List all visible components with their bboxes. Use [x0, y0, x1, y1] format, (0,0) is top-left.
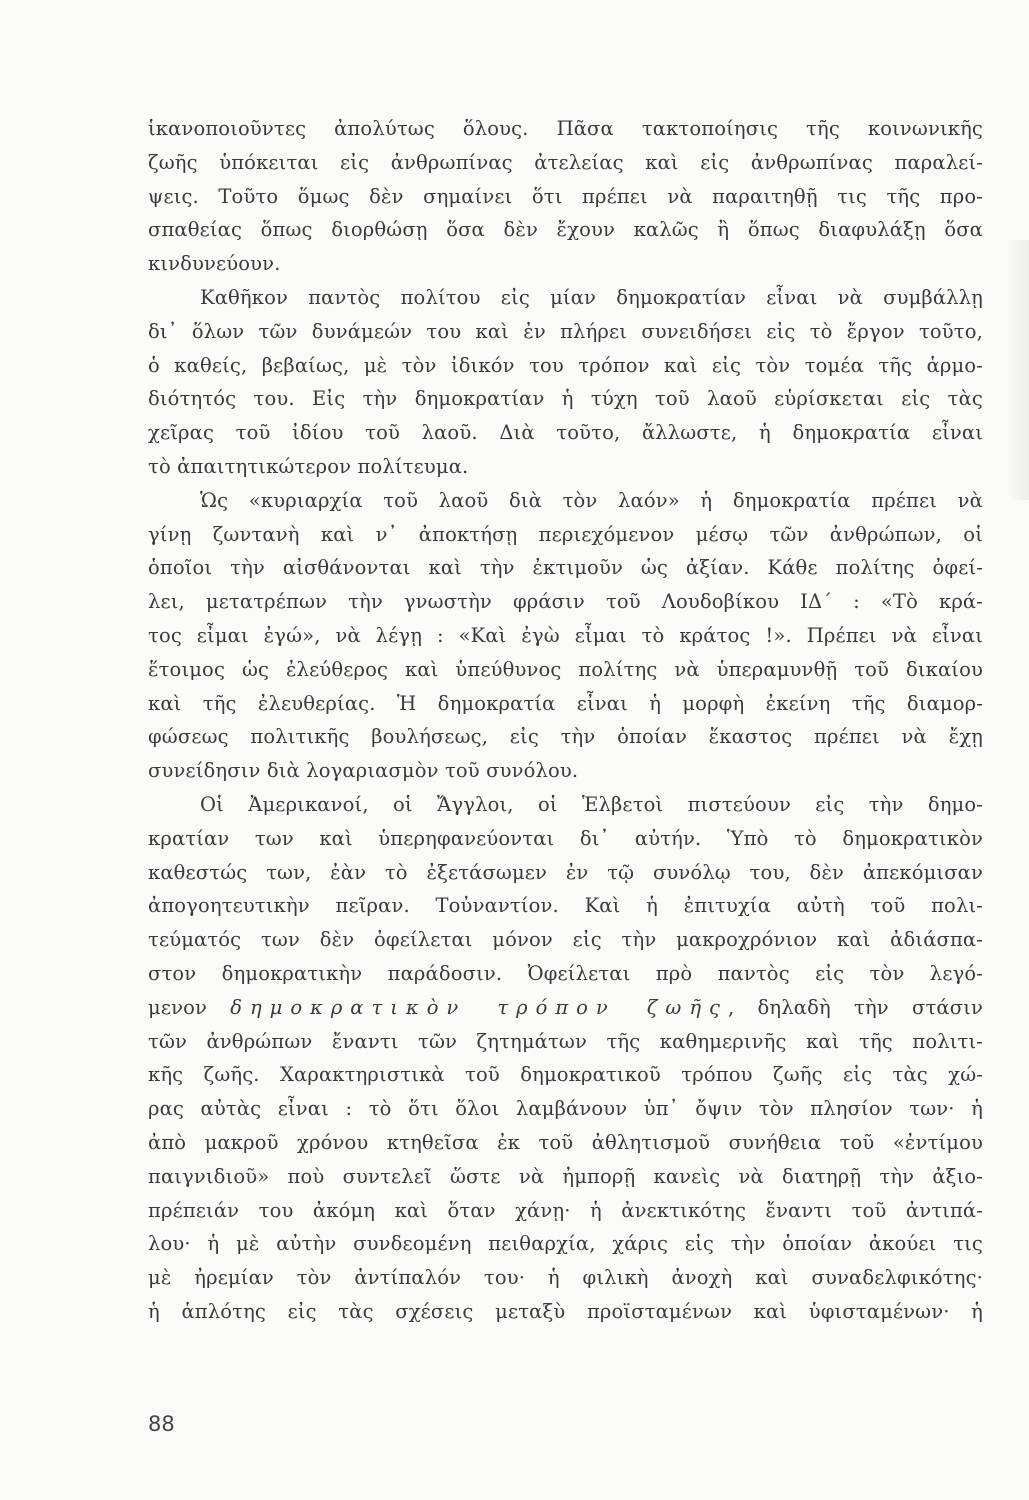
- text-line: ἀπὸ μακροῦ χρόνου κτηθεῖσα ἐκ τοῦ ἀθλητισμοῦ συνήθεια τοῦ «ἐντίμου: [148, 1130, 983, 1154]
- text-line: καὶ τῆς ἐλευθερίας. Ἡ δημοκρατία εἶναι ἡ μορφὴ ἐκείνη τῆς διαμορ-: [148, 691, 983, 715]
- text-line: ζωῆς ὑπόκειται εἰς ἀνθρωπίνας ἀτελείας καὶ εἰς ἀνθρωπίνας παραλεί-: [148, 150, 983, 174]
- text-line-start: μενον: [148, 995, 207, 1019]
- text-line: ὁ καθείς, βεβαίως, μὲ τὸν ἰδικόν του τρόπον καὶ εἰς τὸν τομέα τῆς ἁρμο-: [148, 353, 983, 377]
- text-line: [148, 991, 983, 1025]
- text-line: παιγνιδιοῦ» ποὺ συντελεῖ ὥστε νὰ ἠμπορῇ κανεὶς νὰ διατηρῇ τὴν ἀξιο-: [148, 1164, 983, 1188]
- text-line: ψεις. Τοῦτο ὅμως δὲν σημαίνει ὅτι πρέπει νὰ παραιτηθῇ τις τῆς προ-: [148, 184, 983, 208]
- text-line: ὁποῖοι τὴν αἰσθάνονται καὶ τὴν ἐκτιμοῦν ὡς ἀξίαν. Κάθε πολίτης ὀφεί-: [148, 556, 983, 580]
- text-line: Οἱ Ἀμερικανοί, οἱ Ἄγγλοι, οἱ Ἑλβετοὶ πιστεύουν εἰς τὴν δημο-: [200, 792, 983, 816]
- text-line: τος εἶμαι ἐγώ», νὰ λέγῃ : «Καὶ ἐγὼ εἶμαι τὸ κράτος !». Πρέπει νὰ εἶναι: [148, 623, 983, 647]
- text-line: τῶν ἀνθρώπων ἔναντι τῶν ζητημάτων τῆς καθημερινῆς καὶ τῆς πολιτι-: [148, 1029, 983, 1053]
- page-number: 88: [148, 1412, 175, 1436]
- text-line: διότητός του. Εἰς τὴν δημοκρατίαν ἡ τύχη τοῦ λαοῦ εὑρίσκεται εἰς τὰς: [148, 387, 983, 411]
- text-line: γίνῃ ζωντανὴ καὶ ν᾽ ἀποκτήσῃ περιεχόμενον μέσῳ τῶν ἀνθρώπων, οἱ: [148, 522, 983, 546]
- text-line: κῆς ζωῆς. Χαρακτηριστικὰ τοῦ δημοκρατικοῦ τρόπου ζωῆς εἰς τὰς χώ-: [148, 1063, 983, 1087]
- text-line: καθεστώς των, ἐὰν τὸ ἐξετάσωμεν ἐν τῷ συνόλῳ του, δὲν ἀπεκόμισαν: [148, 860, 983, 884]
- text-line: κρατίαν των καὶ ὑπερηφανεύονται δι᾽ αὐτήν. Ὑπὸ τὸ δημοκρατικὸν: [148, 826, 983, 850]
- text-line: φώσεως πολιτικῆς βουλήσεως, εἰς τὴν ὁποίαν ἕκαστος πρέπει νὰ ἔχῃ: [148, 725, 983, 749]
- text-line: δι᾽ ὅλων τῶν δυνάμεών του καὶ ἐν πλήρει συνειδήσει εἰς τὸ ἔργον τοῦτο,: [148, 319, 983, 343]
- text-line: λου· ἡ μὲ αὐτὴν συνδεομένη πειθαρχία, χάρις εἰς τὴν ὁποίαν ἀκούει τις: [148, 1232, 983, 1256]
- text-line-end: , δηλαδὴ τὴν στάσιν: [727, 995, 983, 1019]
- emphasized-phrase: δημοκρατικὸν τρόπον ζωῆς: [230, 995, 728, 1019]
- text-line: Καθῆκον παντὸς πολίτου εἰς μίαν δημοκρατίαν εἶναι νὰ συμβάλλῃ: [200, 285, 983, 309]
- text-line: μὲ ἠρεμίαν τὸν ἀντίπαλόν του· ἡ φιλικὴ ἀνοχὴ καὶ συναδελφικότης·: [148, 1266, 983, 1290]
- text-line: τεύματός των δὲν ὀφείλεται μόνον εἰς τὴν μακροχρόνιον καὶ ἀδιάσπα-: [148, 928, 983, 952]
- text-line: τὸ ἀπαιτητικώτερον πολίτευμα.: [148, 454, 469, 478]
- text-line: συνείδησιν διὰ λογαριασμὸν τοῦ συνόλου.: [148, 759, 579, 783]
- page-edge-shadow: [1007, 240, 1029, 500]
- text-line: ἀπογοητευτικὴν πεῖραν. Τοὐναντίον. Καὶ ἡ ἐπιτυχία αὐτὴ τοῦ πολι-: [148, 894, 983, 918]
- text-line: σπαθείας ὅπως διορθώσῃ ὅσα δὲν ἔχουν καλῶς ἢ ὅπως διαφυλάξῃ ὅσα: [148, 218, 983, 242]
- text-line: ἱκανοποιοῦντες ἀπολύτως ὅλους. Πᾶσα τακτοποίησις τῆς κοινωνικῆς: [148, 117, 983, 140]
- text-line: Ὡς «κυριαρχία τοῦ λαοῦ διὰ τὸν λαόν» ἡ δημοκρατία πρέπει νὰ: [200, 488, 983, 512]
- text-line: στον δημοκρατικὴν παράδοσιν. Ὀφείλεται πρὸ παντὸς εἰς τὸν λεγό-: [148, 961, 983, 985]
- text-line: ἕτοιμος ὡς ἐλεύθερος καὶ ὑπεύθυνος πολίτης νὰ ὑπεραμυνθῇ τοῦ δικαίου: [148, 657, 983, 681]
- text-line: ρας αὐτὰς εἶναι : τὸ ὅτι ὅλοι λαμβάνουν ὑπ᾽ ὄψιν τὸν πλησίον των· ἡ: [148, 1097, 983, 1121]
- body-text: [148, 112, 983, 1329]
- text-line: πρέπειάν του ἀκόμη καὶ ὅταν χάνῃ· ἡ ἀνεκτικότης ἔναντι τοῦ ἀντιπά-: [148, 1198, 983, 1222]
- text-line: ἡ ἁπλότης εἰς τὰς σχέσεις μεταξὺ προϊσταμένων καὶ ὑφισταμένων· ἡ: [148, 1299, 983, 1323]
- text-line: χεῖρας τοῦ ἰδίου τοῦ λαοῦ. Διὰ τοῦτο, ἄλλωστε, ἡ δημοκρατία εἶναι: [148, 421, 983, 445]
- text-line: λει, μετατρέπων τὴν γνωστὴν φράσιν τοῦ Λουδοβίκου ΙΔ΄ : «Τὸ κρά-: [148, 590, 983, 614]
- text-line: κινδυνεύουν.: [148, 252, 281, 276]
